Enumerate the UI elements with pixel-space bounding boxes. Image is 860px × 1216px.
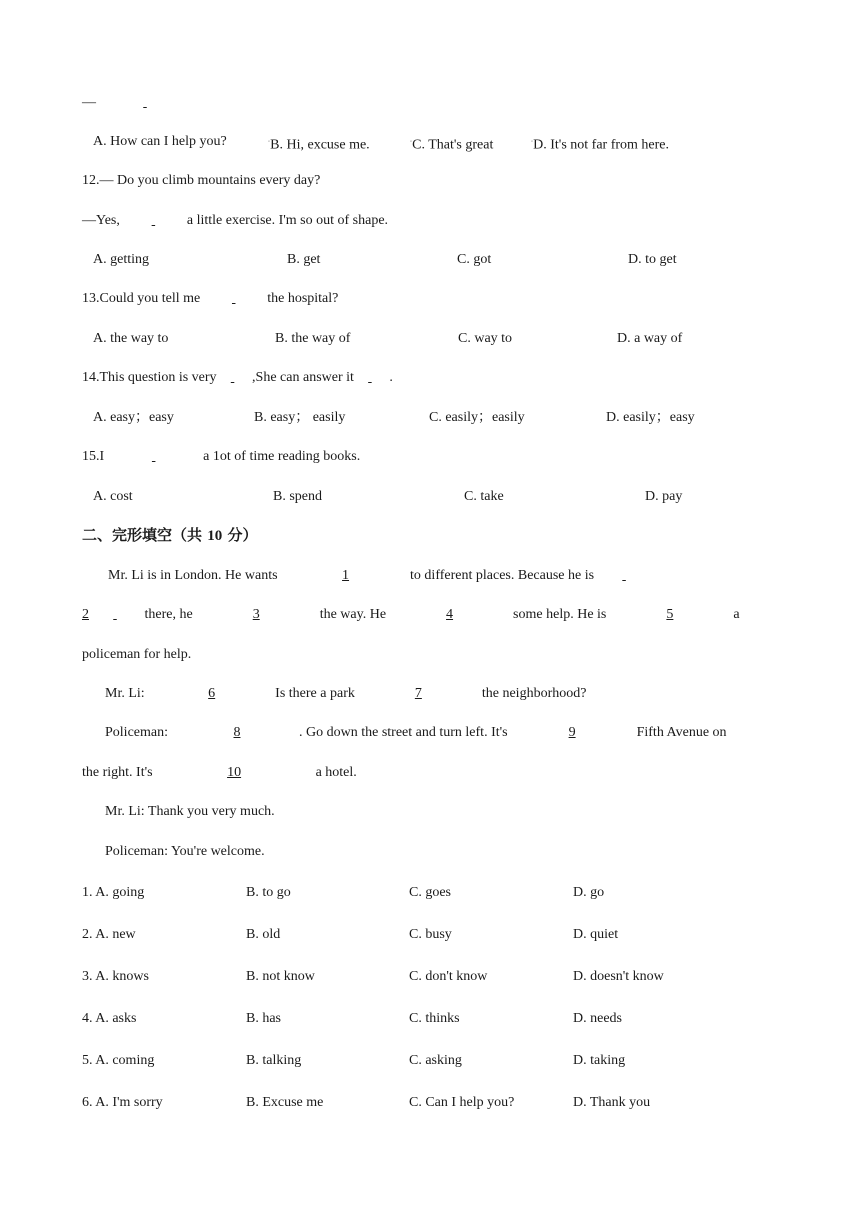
cloze-4-option-a: 4. A. asks: [82, 1011, 137, 1026]
blank: [354, 369, 386, 387]
passage-line-2: 2 there, he 3 the way. He 4 some help. He is 5 a: [82, 607, 740, 622]
blank-10: 10: [227, 765, 242, 780]
q11-option-d: ◦D. It's not far from here.: [531, 137, 670, 153]
q11-option-a: A. How can I help you?: [93, 134, 227, 149]
cloze-1-option-c: C. goes: [409, 885, 451, 900]
q13-option-c: C. way to: [458, 331, 513, 346]
blank-8: 8: [233, 725, 241, 740]
blank-2: 2: [82, 607, 89, 622]
blank: [204, 290, 264, 308]
question-13: 13.Could you tell me the hospital?: [82, 291, 339, 306]
cloze-6-option-d: D. Thank you: [573, 1095, 651, 1110]
blank-3: 3: [252, 607, 260, 622]
cloze-3-option-d: D. doesn't know: [573, 969, 664, 984]
cloze-5-option-b: B. talking: [246, 1053, 302, 1068]
cloze-4-option-b: B. has: [246, 1011, 281, 1026]
blank: [594, 567, 654, 585]
cloze-4-option-d: D. needs: [573, 1011, 622, 1026]
question-14: 14.This question is very ,She can answer it .: [82, 370, 393, 385]
cloze-1-option-d: D. go: [573, 885, 605, 900]
tick-mark: ◦: [268, 139, 271, 145]
cloze-3-option-c: C. don't know: [409, 969, 488, 984]
dialogue-line-1: Mr. Li: 6 Is there a park 7 the neighborhood?: [105, 686, 587, 701]
cloze-2-option-d: D. quiet: [573, 927, 619, 942]
q12-option-b: B. get: [287, 252, 321, 267]
q15-option-a: A. cost: [93, 489, 133, 504]
q11-option-c: ◦C. That's great: [410, 137, 494, 153]
q14-option-a: A. easy；easy: [93, 410, 174, 425]
question-12-reply: —Yes, a little exercise. I'm so out of shape.: [82, 213, 389, 228]
cloze-6-option-b: B. Excuse me: [246, 1095, 324, 1110]
q14-option-c: C. easily；easily: [429, 410, 525, 425]
cloze-2-option-b: B. old: [246, 927, 281, 942]
cloze-5-option-c: C. asking: [409, 1053, 462, 1068]
blank-7: 7: [414, 686, 422, 701]
blank: [108, 448, 200, 466]
passage-line-3: policeman for help.: [82, 647, 192, 662]
q14-option-b: B. easy； easily: [254, 410, 346, 425]
cloze-3-option-b: B. not know: [246, 969, 315, 984]
dialogue-line-4: Mr. Li: Thank you very much.: [105, 804, 275, 819]
blank: [96, 94, 194, 112]
dialogue-line-5: Policeman: You're welcome.: [105, 844, 265, 859]
question-15: 15.I a 1ot of time reading books.: [82, 449, 361, 464]
dialogue-line-3: the right. It's 10 a hotel.: [82, 765, 357, 780]
dialogue-line-2: Policeman: 8 . Go down the street and turn left. It's 9 Fifth Avenue on: [105, 725, 727, 740]
section-heading: 二、完形填空（共 10 分）: [82, 526, 258, 544]
q13-option-b: B. the way of: [275, 331, 351, 346]
cloze-1-option-a: 1. A. going: [82, 885, 145, 900]
tick-mark: ◦: [531, 139, 534, 145]
blank-6: 6: [208, 686, 216, 701]
q12-option-a: A. getting: [93, 252, 149, 267]
cloze-6-option-c: C. Can I help you?: [409, 1095, 515, 1110]
blank-1: 1: [342, 568, 350, 583]
blank: [123, 212, 183, 230]
cloze-2-option-c: C. busy: [409, 927, 452, 942]
q12-option-c: C. got: [457, 252, 492, 267]
tick-mark: ◦: [410, 139, 413, 145]
q15-option-c: C. take: [464, 489, 504, 504]
cloze-1-option-b: B. to go: [246, 885, 291, 900]
q13-option-d: D. a way of: [617, 331, 683, 346]
blank: [89, 606, 141, 624]
blank-5: 5: [666, 607, 674, 622]
q14-option-d: D. easily；easy: [606, 410, 695, 425]
q12-option-d: D. to get: [628, 252, 677, 267]
q11-option-b: ◦B. Hi, excuse me.: [268, 137, 370, 153]
blank-4: 4: [446, 607, 454, 622]
cloze-2-option-a: 2. A. new: [82, 927, 136, 942]
cloze-5-option-a: 5. A. coming: [82, 1053, 155, 1068]
q15-option-d: D. pay: [645, 489, 683, 504]
q15-option-b: B. spend: [273, 489, 322, 504]
cloze-6-option-a: 6. A. I'm sorry: [82, 1095, 163, 1110]
answer-blank-line: [82, 94, 194, 112]
cloze-5-option-d: D. taking: [573, 1053, 626, 1068]
blank-9: 9: [568, 725, 576, 740]
cloze-4-option-c: C. thinks: [409, 1011, 460, 1026]
q13-option-a: A. the way to: [93, 331, 169, 346]
blank: [217, 369, 249, 387]
cloze-3-option-a: 3. A. knows: [82, 969, 149, 984]
dash: —: [82, 95, 96, 110]
passage-line-1: Mr. Li is in London. He wants 1 to different places. Because he is: [108, 567, 654, 585]
question-12: 12.— Do you climb mountains every day?: [82, 173, 321, 188]
